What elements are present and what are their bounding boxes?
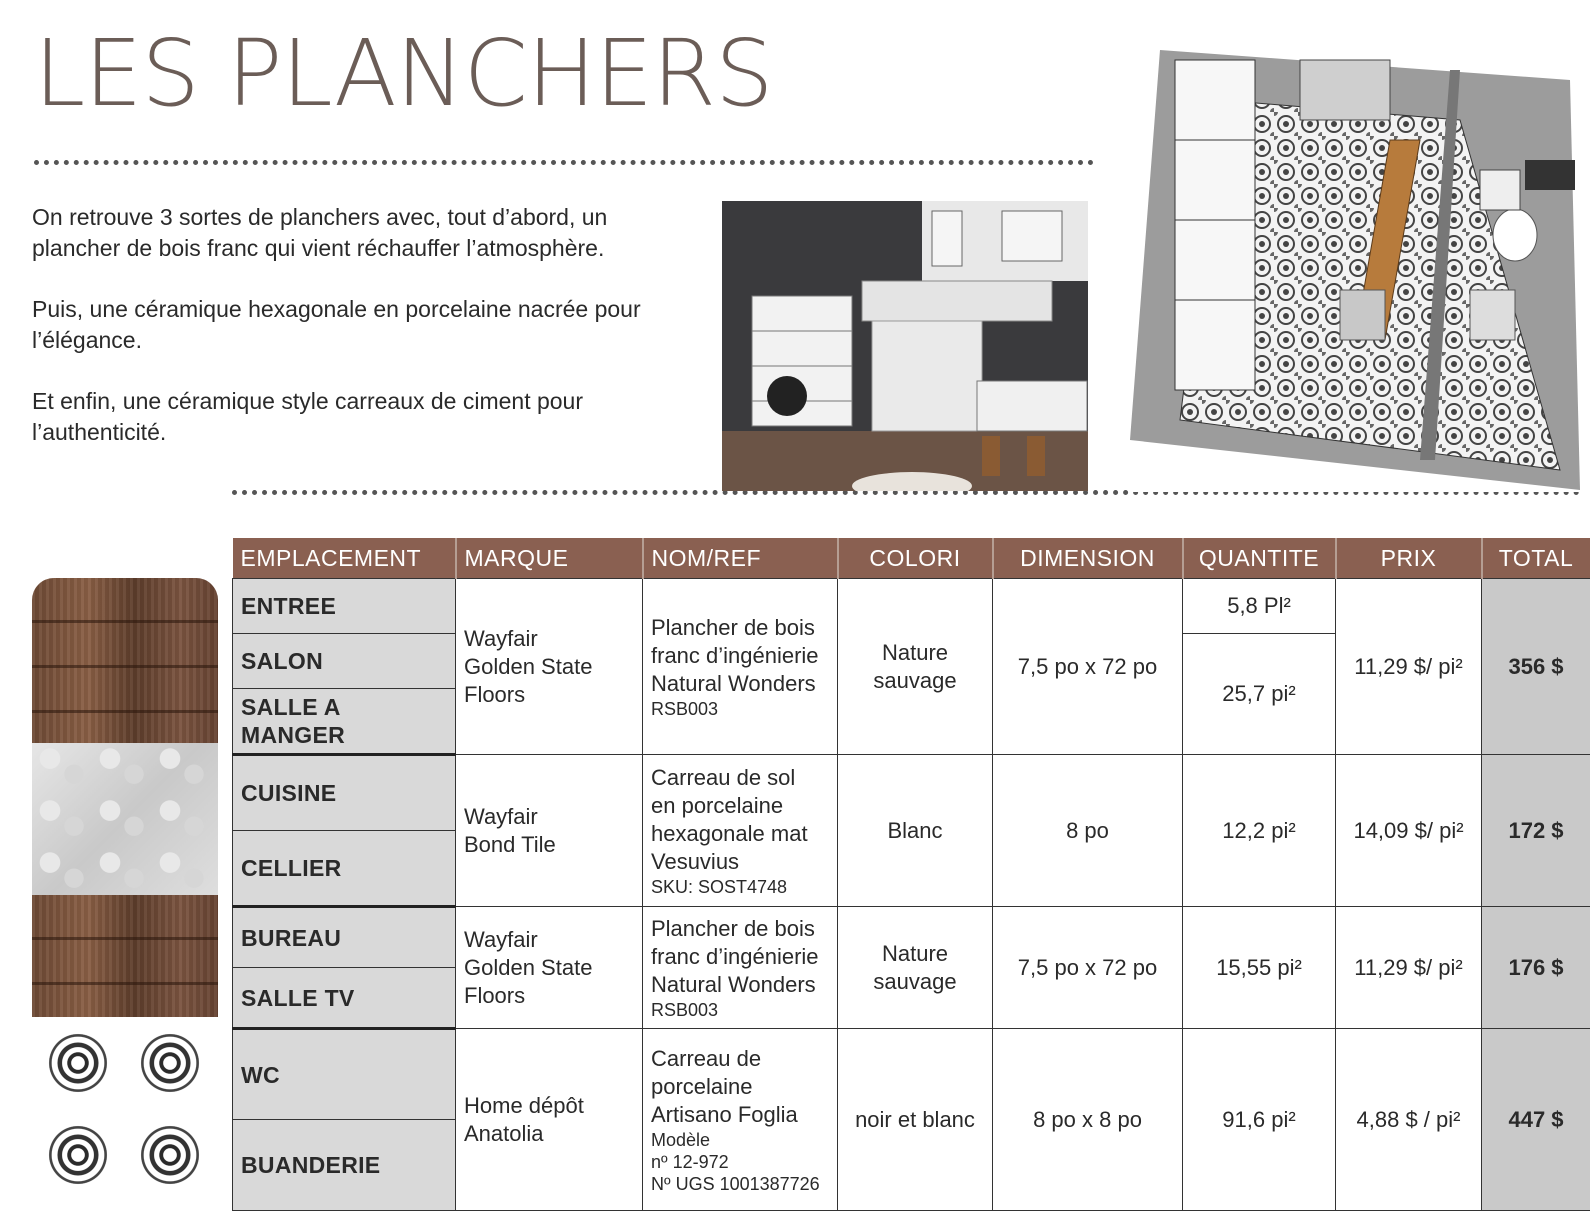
quantity-cell: 15,55 pi²: [1183, 907, 1336, 1029]
header-emplacement: EMPLACEMENT: [233, 538, 456, 579]
quantity-cell: 5,8 Pl²: [1183, 579, 1336, 634]
name-line: Carreau de sol: [651, 765, 795, 790]
wood-floor-swatch: [32, 578, 218, 743]
hex-tile-swatch: [32, 743, 218, 895]
name-line: Plancher de bois: [651, 615, 815, 640]
quantity-cell: 25,7 pi²: [1183, 634, 1336, 755]
cement-tile-swatch: [32, 1017, 218, 1206]
name-line: franc d’ingénierie: [651, 643, 819, 668]
brand-cell: [456, 907, 643, 1029]
table-row: [233, 1029, 1590, 1120]
intro-paragraph-2: Puis, une céramique hexagonale en porcelaine nacrée pour l’élégance.: [32, 294, 672, 356]
location-cell: SALLE A MANGER: [233, 689, 456, 755]
price-cell: 14,09 $/ pi²: [1336, 755, 1482, 907]
price-cell: 11,29 $/ pi²: [1336, 579, 1482, 755]
name-line: Vesuvius: [651, 849, 739, 874]
total-cell: 356 $: [1482, 579, 1590, 755]
total-cell: 447 $: [1482, 1029, 1590, 1211]
header-quantite: QUANTITE: [1183, 538, 1336, 579]
brand-line: Wayfair: [464, 804, 538, 829]
header-marque: MARQUE: [456, 538, 643, 579]
name-ref-cell: [643, 907, 838, 1029]
name-line: porcelaine: [651, 1074, 753, 1099]
location-cell: CUISINE: [233, 755, 456, 831]
ref-line: Nº UGS 1001387726: [651, 1173, 829, 1195]
ref-line: RSB003: [651, 999, 829, 1021]
brand-line: Home dépôt: [464, 1093, 584, 1118]
location-cell: BUREAU: [233, 907, 456, 968]
location-cell: WC: [233, 1029, 456, 1120]
brand-line: Floors: [464, 983, 525, 1008]
brand-cell: [456, 579, 643, 755]
color-cell: [838, 907, 993, 1029]
price-cell: 11,29 $/ pi²: [1336, 907, 1482, 1029]
name-line: Artisano Foglia: [651, 1102, 798, 1127]
brand-line: Anatolia: [464, 1121, 544, 1146]
header-dimension: DIMENSION: [993, 538, 1183, 579]
location-cell: SALON: [233, 634, 456, 689]
dimension-cell: 7,5 po x 72 po: [993, 579, 1183, 755]
name-line: hexagonale mat: [651, 821, 808, 846]
location-cell: ENTREE: [233, 579, 456, 634]
laundry-wc-3d-render: [1130, 40, 1580, 492]
header-prix: PRIX: [1336, 538, 1482, 579]
dimension-cell: 8 po x 8 po: [993, 1029, 1183, 1211]
color-line: sauvage: [873, 969, 956, 994]
ref-line: SKU: SOST4748: [651, 876, 829, 898]
floors-table: [232, 538, 1590, 1211]
laundry-render-graphic: [1130, 40, 1580, 492]
quantity-cell: 91,6 pi²: [1183, 1029, 1336, 1211]
wood-floor-swatch-2: [32, 895, 218, 1017]
location-cell: BUANDERIE: [233, 1120, 456, 1211]
location-cell: SALLE TV: [233, 968, 456, 1029]
name-line: Natural Wonders: [651, 671, 816, 696]
intro-paragraph-1: On retrouve 3 sortes de planchers avec, tout d’abord, un plancher de bois franc qui vient réchauffer l’atmosphère.: [32, 202, 672, 264]
kitchen-render-graphic: [722, 201, 1088, 491]
page-title: LES PLANCHERS: [34, 28, 773, 120]
color-line: sauvage: [873, 668, 956, 693]
header-nom-ref: NOM/REF: [643, 538, 838, 579]
ref-line: nº 12-972: [651, 1151, 829, 1173]
brand-line: Golden State: [464, 654, 592, 679]
ref-line: Modèle: [651, 1129, 829, 1151]
table-row: [233, 907, 1590, 968]
brand-line: Wayfair: [464, 626, 538, 651]
brand-line: Bond Tile: [464, 832, 556, 857]
divider-top: [34, 160, 1094, 165]
brand-line: Floors: [464, 682, 525, 707]
color-line: Nature: [882, 640, 948, 665]
name-ref-cell: [643, 1029, 838, 1211]
name-line: en porcelaine: [651, 793, 783, 818]
brand-line: Wayfair: [464, 927, 538, 952]
quantity-cell: 12,2 pi²: [1183, 755, 1336, 907]
material-swatches: [32, 578, 218, 1206]
color-cell: [838, 579, 993, 755]
color-cell: Blanc: [838, 755, 993, 907]
name-ref-cell: [643, 755, 838, 907]
dimension-cell: 8 po: [993, 755, 1183, 907]
brand-cell: [456, 1029, 643, 1211]
brand-cell: [456, 755, 643, 907]
header-total: TOTAL: [1482, 538, 1590, 579]
table-header-row: [233, 538, 1590, 579]
total-cell: 176 $: [1482, 907, 1590, 1029]
ref-line: RSB003: [651, 698, 829, 720]
price-cell: 4,88 $ / pi²: [1336, 1029, 1482, 1211]
name-ref-cell: [643, 579, 838, 755]
color-cell: noir et blanc: [838, 1029, 993, 1211]
location-cell: CELLIER: [233, 831, 456, 907]
color-line: Nature: [882, 941, 948, 966]
name-line: Carreau de: [651, 1046, 761, 1071]
total-cell: 172 $: [1482, 755, 1590, 907]
brand-line: Golden State: [464, 955, 592, 980]
intro-text: [32, 202, 672, 478]
name-line: Plancher de bois: [651, 916, 815, 941]
name-line: franc d’ingénierie: [651, 944, 819, 969]
kitchen-3d-render: [722, 201, 1088, 491]
name-line: Natural Wonders: [651, 972, 816, 997]
intro-paragraph-3: Et enfin, une céramique style carreaux de ciment pour l’authenticité.: [32, 386, 672, 448]
table-row: [233, 755, 1590, 831]
table-row: [233, 579, 1590, 634]
dimension-cell: 7,5 po x 72 po: [993, 907, 1183, 1029]
header-colori: COLORI: [838, 538, 993, 579]
